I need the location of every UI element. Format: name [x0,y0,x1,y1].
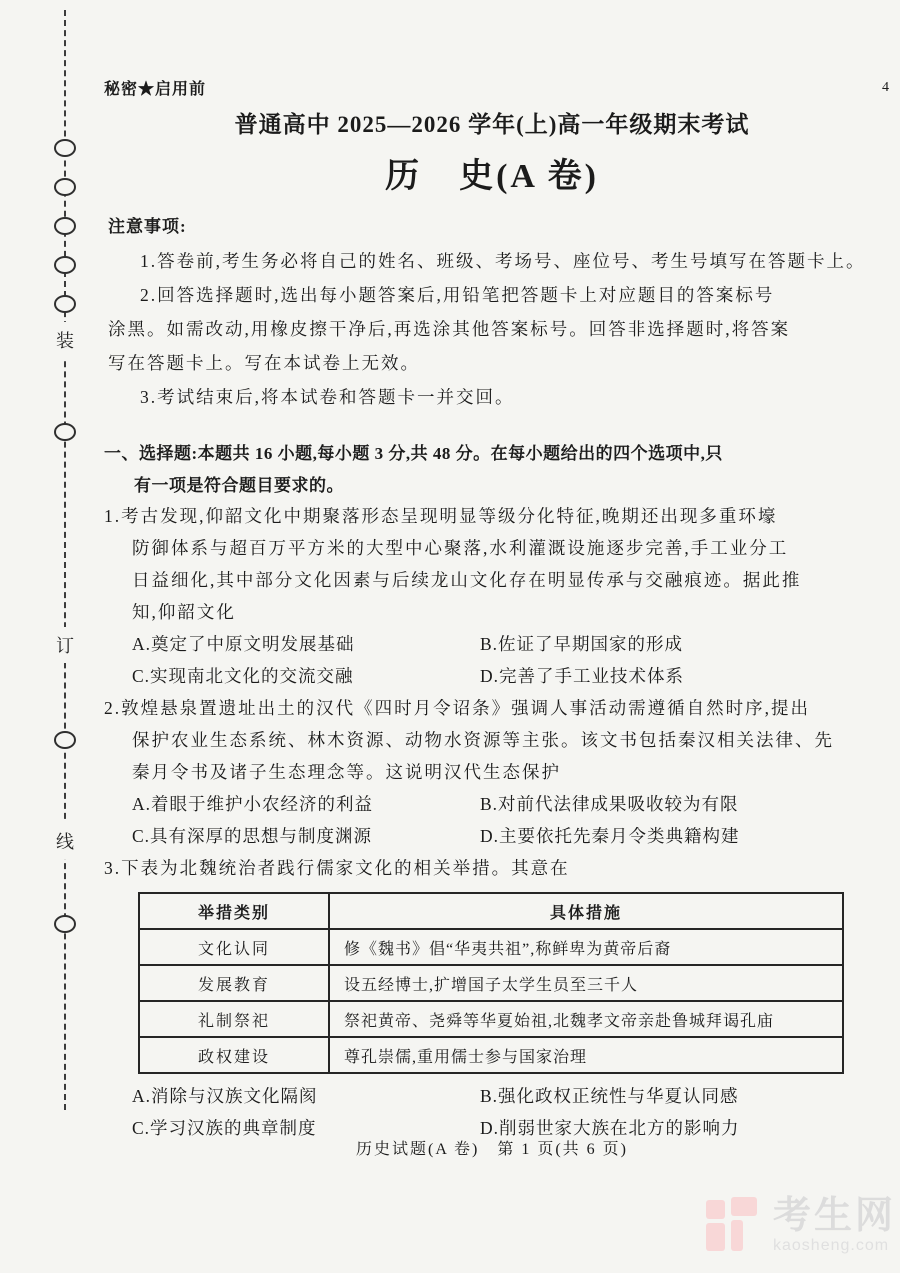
section-heading-line: 有一项是符合题目要求的。 [134,476,344,495]
option-c: C.学习汉族的典章制度 [132,1118,317,1138]
notice-section [108,212,880,414]
binding-circle [54,217,76,235]
binding-circle [54,256,76,274]
question-stem-line: 知,仰韶文化 [132,602,236,622]
option-b: B.佐证了早期国家的形成 [480,634,684,654]
question-stem-line: 1.考古发现,仰韶文化中期聚落形态呈现明显等级分化特征,晚期还出现多重环壕 [104,506,778,526]
questions-area [104,500,880,1144]
question-stem-line: 3.下表为北魏统治者践行儒家文化的相关举措。其意在 [104,858,570,878]
notice-lines [108,244,880,414]
question-stem-line: 2.敦煌悬泉置遗址出土的汉代《四时月令诏条》强调人事活动需遵循自然时序,提出 [104,698,810,718]
option-a: A.消除与汉族文化隔阂 [132,1086,318,1106]
binding-circle [54,731,76,749]
table-cell-category: 礼制祭祀 [139,1001,329,1037]
table-row [139,965,843,1001]
notice-line: 3.考试结束后,将本试卷和答题卡一并交回。 [140,387,515,407]
question-3-options [104,1080,880,1144]
table-header-cell: 举措类别 [139,893,329,929]
question-stem-line: 防御体系与超百万平方米的大型中心聚落,水利灌溉设施逐步完善,手工业分工 [132,538,789,558]
binding-circle [54,295,76,313]
security-label: 秘密★启用前 [104,81,207,98]
binding-label-zhuang: 装 [53,322,77,358]
question-stem-line: 保护农业生态系统、林木资源、动物水资源等主张。该文书包括秦汉相关法律、先 [132,730,834,750]
page-number-corner: 4 [882,80,889,95]
option-a: A.奠定了中原文明发展基础 [132,634,355,654]
question-2 [104,692,880,852]
binding-circle [54,915,76,933]
question-2-options [104,788,880,852]
binding-label-ding: 订 [53,627,77,663]
binding-label-xian: 线 [53,823,77,859]
table-header-cell: 具体措施 [329,893,843,929]
option-d: D.削弱世家大族在北方的影响力 [480,1118,740,1138]
measures-table [138,892,844,1074]
question-stem-line: 秦月令书及诸子生态理念等。这说明汉代生态保护 [132,762,561,782]
subject-title: 历 史(A 卷) [385,158,599,195]
table-cell-measure: 设五经博士,扩增国子太学生员至三千人 [329,965,843,1001]
section-one-heading [104,438,880,502]
watermark-cn-text: 考生网 [773,1195,897,1237]
option-b: B.对前代法律成果吸收较为有限 [480,794,739,814]
kaosheng-watermark [706,1196,896,1256]
page-footer: 历史试题(A 卷) 第 1 页(共 6 页) [356,1141,628,1158]
notice-line: 2.回答选择题时,选出每小题答案后,用铅笔把答题卡上对应题目的答案标号 [140,285,775,305]
table-row [139,1037,843,1073]
table-row [139,1001,843,1037]
question-3 [104,852,880,1144]
option-a: A.着眼于维护小农经济的利益 [132,794,374,814]
watermark-en-text: kaosheng.com [773,1237,890,1254]
question-1-options [104,628,880,692]
table-row [139,929,843,965]
notice-heading: 注意事项: [108,217,187,236]
question-1 [104,500,880,692]
notice-line: 1.答卷前,考生务必将自己的姓名、班级、考场号、座位号、考生号填写在答题卡上。 [140,251,866,271]
table-cell-measure: 尊孔崇儒,重用儒士参与国家治理 [329,1037,843,1073]
option-b: B.强化政权正统性与华夏认同感 [480,1086,739,1106]
exam-title: 普通高中 2025—2026 学年(上)高一年级期末考试 [234,112,750,137]
option-d: D.完善了手工业技术体系 [480,666,685,686]
table-cell-measure: 修《魏书》倡“华夷共祖”,称鲜卑为黄帝后裔 [329,929,843,965]
table-cell-category: 发展教育 [139,965,329,1001]
option-c: C.实现南北文化的交流交融 [132,666,354,686]
binding-circle [54,139,76,157]
option-d: D.主要依托先秦月令类典籍构建 [480,826,740,846]
option-c: C.具有深厚的思想与制度渊源 [132,826,373,846]
notice-line: 写在答题卡上。写在本试卷上无效。 [108,353,420,373]
watermark-text [773,1196,896,1256]
notice-line: 涂黑。如需改动,用橡皮擦干净后,再选涂其他答案标号。回答非选择题时,将答案 [108,319,791,339]
table-cell-category: 文化认同 [139,929,329,965]
table-header-row [139,893,843,929]
section-heading-line: 一、选择题:本题共 16 小题,每小题 3 分,共 48 分。在每小题给出的四个选项中,只 [104,444,723,463]
binding-circle [54,178,76,196]
kaosheng-logo-icon [706,1197,762,1255]
table-cell-measure: 祭祀黄帝、尧舜等华夏始祖,北魏孝文帝亲赴鲁城拜谒孔庙 [329,1001,843,1037]
binding-dashed-line [64,10,66,1110]
question-stem-line: 日益细化,其中部分文化因素与后续龙山文化存在明显传承与交融痕迹。据此推 [132,570,802,590]
table-cell-category: 政权建设 [139,1037,329,1073]
binding-circle [54,423,76,441]
